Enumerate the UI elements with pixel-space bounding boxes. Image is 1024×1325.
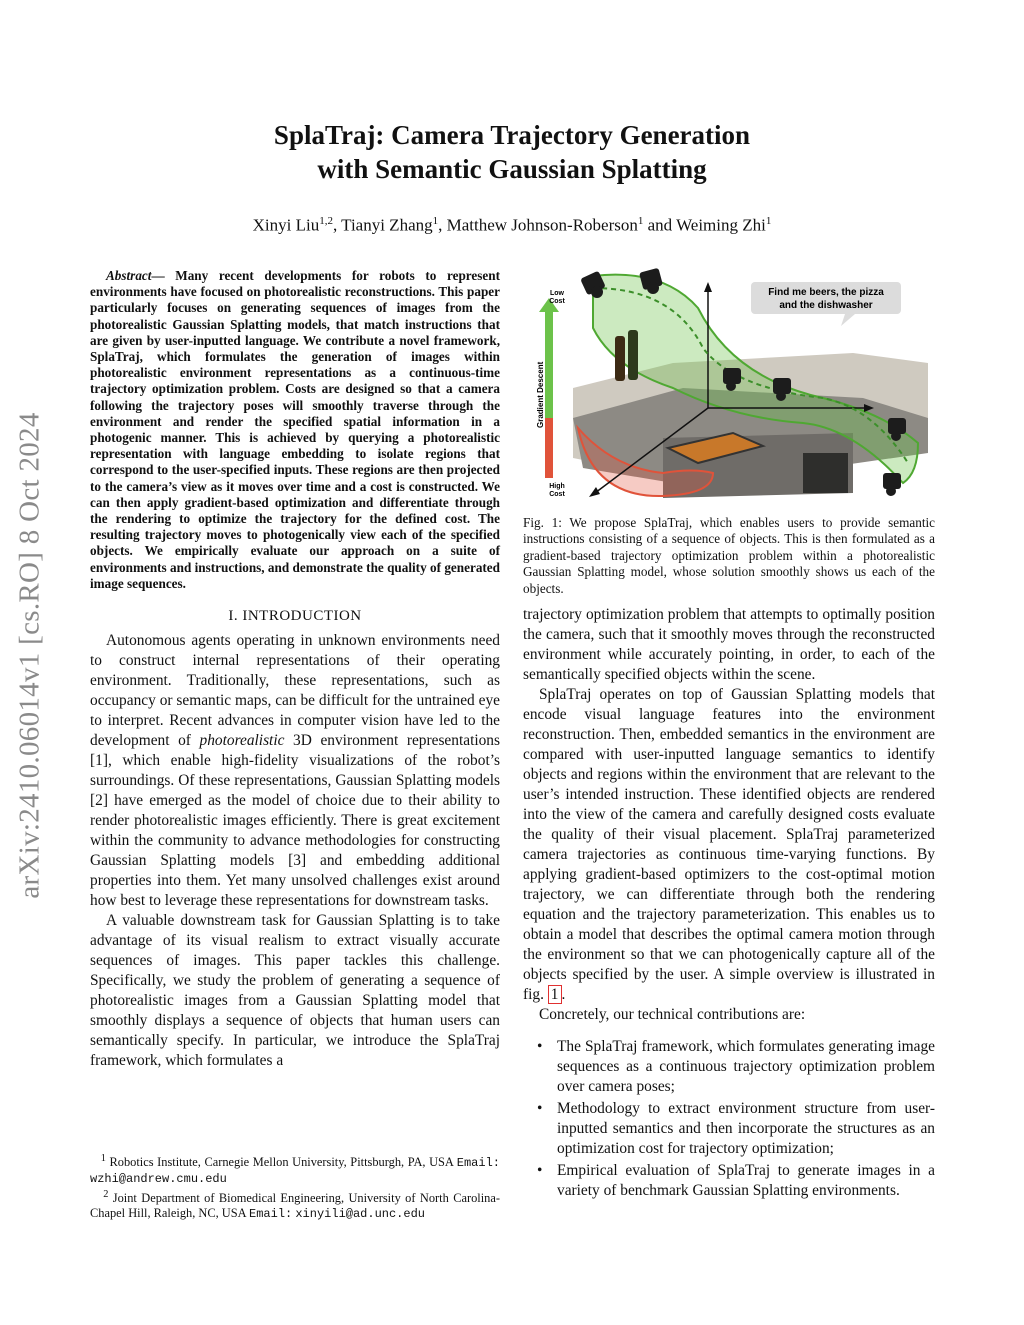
section-heading-introduction: I. INTRODUCTION xyxy=(228,608,362,625)
paper-title xyxy=(90,118,934,186)
svg-text:Cost: Cost xyxy=(549,491,565,498)
footnote-1-email: wzhi@andrew.cmu.edu xyxy=(90,1172,227,1187)
left-column xyxy=(90,268,500,1071)
right-column xyxy=(523,268,935,1203)
footnote-2: $^2$ Joint Department of Biomedical Engineering, University of North Carolina-Chapel Hill, Raleigh, NC, USA Email: xinyili@ad.unc.edu xyxy=(90,1189,500,1222)
high-cost-label: High xyxy=(549,483,565,490)
list-item: • Empirical evaluation of SplaTraj to generate images in a variety of benchmark Gaussian Splatting environments. xyxy=(537,1162,935,1200)
right-paragraph-3: Concretely, our technical contributions are: xyxy=(539,1006,806,1024)
svg-text:Cost: Cost xyxy=(549,298,565,305)
list-item: • Methodology to extract environment structure from user-inputted semantics and then incorporate the structures as an optimization cost for trajectory optimization; xyxy=(537,1100,935,1158)
abstract xyxy=(90,268,500,592)
footnotes xyxy=(90,1151,500,1222)
footnote-1: $^1$ Robotics Institute, Carnegie Mellon University, Pittsburgh, PA, USA Email: wzhi@andrew.cmu.edu xyxy=(90,1153,500,1187)
contribution-list xyxy=(523,1037,935,1201)
beer-bottle-2 xyxy=(628,330,638,380)
low-cost-label: Low xyxy=(550,290,564,297)
right-paragraph-2: SplaTraj operates on top of Gaussian Splatting models that encode visual language features into the environment reconstruction. Then, embedded semantics in the environment are compared with user-inputted language semantics to identify objects and regions within the environment that are relevant to the user’s intended instruction. These identified objects are rendered into the view of the camera and carefully designed costs evaluate the quality of their visual placement. SplaTraj parameterized camera trajectories as continuous time-varying functions. By applying gradient-based optimizers to the cost-optimal motion trajectory, we can differentiate through both the rendering equation and the trajectory parameterization. This enables us to obtain a model that describes the optimal camera motion through the environment so that we can photogenically capture all of the objects specified by the user. A simple overview is illustrated in fig. 1 . xyxy=(523,686,935,1004)
author-4: Weiming Zhi xyxy=(676,215,766,235)
title-line-2: with Semantic Gaussian Splatting xyxy=(317,154,707,184)
figure-1-caption: Fig. 1: We propose SplaTraj, which enables users to provide semantic instructions consisting of a sequence of objects. This is then formulated as a gradient-based trajectory optimization problem within a photorealistic Gaussian Splatting model, whose solution smoothly shows us each of the objects. xyxy=(523,515,935,596)
abstract-text: — Many recent developments for robots to represent environments have focused on photorealistic reconstructions. This paper particularly focuses on generating sequences of images from the photorealistic Gaussian Splatting models, that match instructions that are given by user-inputted language. We contribute a novel framework, SplaTraj, which formulates the generation of images within photorealistic environment representations as a continuous-time trajectory optimization problem. Costs are designed so that a camera following the trajectory poses will smoothly traverse through the environment and render the specified spatial information in a photogenic manner. This is achieved by querying a photorealistic representation with language embedding to isolate regions that correspond to the user-specified inputs. These regions are then projected to the camera’s view as it moves over time and a cost is constructed. We can then apply gradient-based optimization and differentiate through the rendering to optimize the trajectory for the defined cost. The resulting trajectory moves to photogenically view each of the specified objects. We empirically evaluate our approach on a suite of environments and instructions, and demonstrate the quality of generated image sequences. xyxy=(90,268,500,591)
right-paragraph-1: trajectory optimization problem that attempts to optimally position the camera, such that it smoothly moves through the reconstructed environment while accurately pointing, in order, to each of the semantically specified objects within the scene. xyxy=(523,606,935,684)
footnote-2-email: xinyili@ad.unc.edu xyxy=(295,1207,425,1222)
intro-paragraph-2: A valuable downstream task for Gaussian Splatting is to take advantage of its visual realism to extract visually accurate sequences of images. This paper tackles this challenge. Specifically, we study the problem of generating a sequence of photorealistic images from a Gaussian Splatting model that smoothly displays a sequence of objects that human users can semantically specify. In particular, we introduce the SplaTraj framework, which formulates a xyxy=(90,912,500,1070)
gradient-descent-label: Gradient Descent xyxy=(536,361,545,428)
svg-text:Find me beers, the pizza: Find me beers, the pizza xyxy=(768,287,884,298)
arxiv-identifier: arXiv:2410.06014v1 [cs.RO] 8 Oct 2024 xyxy=(13,411,46,899)
list-item: • The SplaTraj framework, which formulates generating image sequences as a continuous trajectory optimization problem over camera poses; xyxy=(537,1038,935,1096)
author-3: Matthew Johnson-Roberson xyxy=(446,215,638,235)
beer-bottle-1 xyxy=(615,336,625,381)
figure-1 xyxy=(523,268,935,503)
svg-text:and the dishwasher: and the dishwasher xyxy=(779,300,873,311)
title-line-1: SplaTraj: Camera Trajectory Generation xyxy=(273,120,751,150)
author-2: Tianyi Zhang xyxy=(341,215,433,235)
camera-icon xyxy=(883,473,901,496)
figure-1-illustration xyxy=(523,268,935,503)
figure-1-link[interactable]: 1 xyxy=(548,985,562,1004)
author-list: Xinyi Liu$^{1,2}$, Tianyi Zhang$^1$, Matthew Johnson-Roberson$^1$ and Weiming Zhi$^1$ xyxy=(252,215,772,235)
dishwasher xyxy=(803,453,848,493)
abstract-label: Abstract xyxy=(106,268,152,283)
author-1: Xinyi Liu xyxy=(252,215,320,235)
intro-paragraph-1: Autonomous agents operating in unknown environments need to construct internal representations of their operating environment. Traditionally, these representations, such as occupancy or semantic maps, can be difficult for the untrained eye to interpret. Recent advances in computer vision have led to the development of photorealistic 3D environment representations [1], which enable high-fidelity visualizations of the robot’s surroundings. Of these representations, Gaussian Splatting models [2] have emerged as the model of choice due to their ability to render photorealistic images efficiently. There is great excitement within the community to advance methodologies for constructing Gaussian Splatting models [3] and embedding additional properties into them. Yet many unsolved challenges exist around how best to leverage these representations for downstream tasks. xyxy=(90,632,500,910)
